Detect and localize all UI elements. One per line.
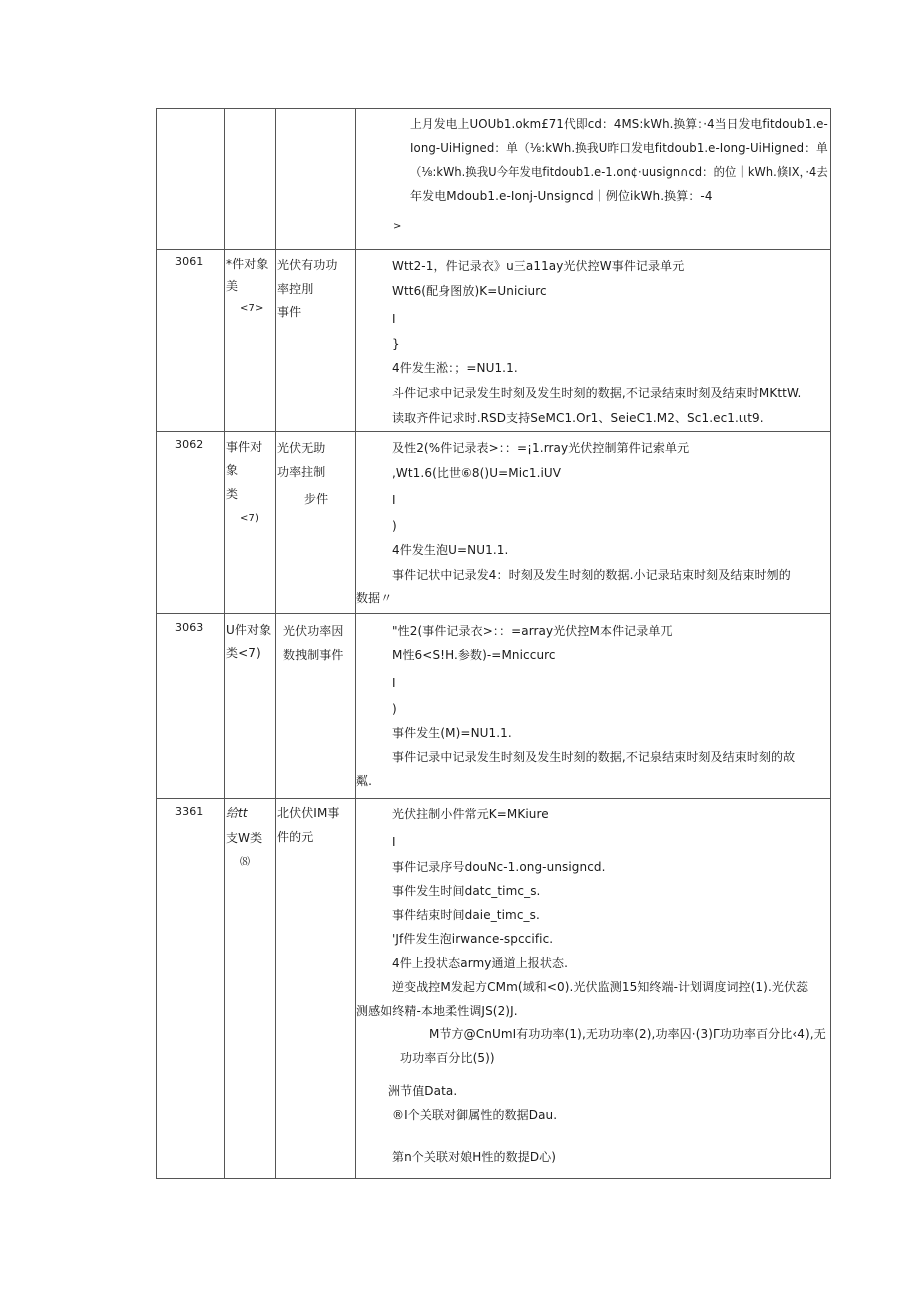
desc-line: 功功率百分比(5)) bbox=[400, 1051, 495, 1065]
column-divider bbox=[830, 108, 831, 1179]
desc-line: 测感如终精-本地柔性调JS(2)J. bbox=[356, 1004, 518, 1018]
desc-line: （⅛:kWh.换我U今年发电fitdoub1.e-1.on¢·uusign∩cd：的位｜kWh.倏IX，·4去 bbox=[410, 165, 828, 179]
desc-line: 'Jf件发生泡irwance-spccific. bbox=[392, 932, 554, 946]
desc-line: M节方@CnUmI有功功率(1),无功功率(2),功率囚·(3)Γ功功率百分比‹4),无 bbox=[429, 1027, 826, 1041]
oi-code: 3061 bbox=[175, 255, 204, 268]
class-label: 类 bbox=[226, 487, 239, 501]
object-name: 光伏无助 bbox=[277, 441, 326, 455]
class-label: <7) bbox=[240, 513, 259, 524]
class-label: ⑻ bbox=[240, 857, 251, 868]
column-divider bbox=[156, 108, 157, 1179]
desc-line: 上月发电上UOUb1.okm£71代即cd：4MS:kWh.换算：·4当日发电fitdoub1.e- bbox=[410, 117, 828, 131]
object-name: 光伏功率因 bbox=[283, 624, 344, 638]
desc-line: ) bbox=[392, 702, 397, 716]
desc-line: 事件记录序号douNc-1.ong-unsigncd. bbox=[392, 860, 606, 874]
desc-line: 事件发生(M)=NU1.1. bbox=[392, 726, 512, 740]
class-label: 支W类 bbox=[226, 831, 263, 845]
desc-line: M性6<S!H.参数)-=Mniccurc bbox=[392, 648, 556, 662]
row-divider bbox=[156, 249, 831, 250]
row-divider bbox=[156, 613, 831, 614]
desc-line: I bbox=[392, 835, 396, 849]
desc-line: 逆变战控M发起方CMm(域和<0).光伏监测15知终端-计划调度词控(1).光伏蕊 bbox=[392, 980, 809, 994]
desc-line: 第n个关联对娘H性的数提D心) bbox=[392, 1150, 557, 1164]
desc-line: I bbox=[392, 312, 396, 326]
desc-line: 事件发生时间datc_timc_s. bbox=[392, 884, 541, 898]
desc-line: 洲节值Data. bbox=[388, 1084, 458, 1098]
desc-line: ®I个关联对御属性的数据Dau. bbox=[392, 1108, 558, 1122]
oi-code: 3063 bbox=[175, 621, 204, 634]
desc-line: 4件发生泡U=NU1.1. bbox=[392, 543, 509, 557]
oi-code: 3062 bbox=[175, 438, 204, 451]
object-name: 数拽制事件 bbox=[283, 648, 344, 662]
object-name: 功率拄制 bbox=[277, 465, 326, 479]
class-label: U件对象 bbox=[226, 623, 272, 637]
desc-line: 事件记录中记录发生时刻及发生时刻的数据,不记泉结束时刻及结束时刻的故 bbox=[392, 750, 796, 764]
desc-line: 4件上投状态army通道上报状态. bbox=[392, 956, 569, 970]
class-label: 象 bbox=[226, 463, 239, 477]
object-name: 光伏有功功 bbox=[277, 258, 338, 272]
desc-line: 粼. bbox=[356, 774, 373, 788]
class-label: <7> bbox=[240, 303, 264, 314]
column-divider bbox=[224, 108, 225, 1179]
desc-line: 4件发生淞：；=NU1.1. bbox=[392, 361, 518, 375]
desc-line: I bbox=[392, 676, 396, 690]
class-label: 给tt bbox=[226, 806, 248, 820]
desc-line: 数据〃 bbox=[356, 591, 393, 605]
desc-line: 读取齐件记求时.RSD支持SeMC1.Or1、SeieC1.M2、Sc1.ec1.ιιt9. bbox=[392, 411, 764, 425]
desc-line: } bbox=[392, 337, 400, 351]
desc-line: > bbox=[393, 221, 402, 232]
table-border-top bbox=[156, 108, 831, 109]
desc-line: 光伏拄制小件常元K=MKiure bbox=[392, 807, 549, 821]
desc-line: 年发电Mdoub1.e-Ionj-Unsigncd｜例位ikWh.换算：-4 bbox=[410, 189, 713, 203]
desc-line: ,Wt1.6(比世⑥8()U=Mic1.iUV bbox=[392, 466, 562, 480]
desc-line: 事件结束时间daie_timc_s. bbox=[392, 908, 540, 922]
row-divider bbox=[156, 798, 831, 799]
object-name: 北伏伏IM事 bbox=[277, 806, 340, 820]
class-label: 事件对 bbox=[226, 440, 263, 454]
table-border-bottom bbox=[156, 1178, 831, 1179]
class-label: 类<7) bbox=[226, 646, 261, 660]
desc-line: Wtt6(配身图放)K=Uniciurc bbox=[392, 284, 547, 298]
object-name: 件的元 bbox=[277, 830, 314, 844]
desc-line: Iong-UiHigned：单（⅛:kWh.换我U昨口发电fitdoub1.e-Iong-UiHigned：单 bbox=[410, 141, 828, 155]
oi-code: 3361 bbox=[175, 805, 204, 818]
column-divider bbox=[275, 108, 276, 1179]
desc-line: 事件记状中记录发4：时刻及发生时刻的数据.小记录玷束时刻及结束时刎的 bbox=[392, 568, 791, 582]
desc-line: I bbox=[392, 493, 396, 507]
class-label: 美 bbox=[226, 279, 239, 293]
desc-line: ) bbox=[392, 519, 397, 533]
desc-line: 及性2(%件记录表>：：=¡1.rray光伏控制第件记索单元 bbox=[392, 441, 690, 455]
object-name: 事件 bbox=[277, 305, 302, 319]
desc-line: "性2(事件记录衣>：：=array光伏控M本件记录单兀 bbox=[392, 624, 673, 638]
class-label: *件对象 bbox=[226, 257, 269, 271]
desc-line: 斗件记求中记录发生时刻及发生时刻的数据,不记录结束时刻及结束时MKttW. bbox=[392, 386, 802, 400]
row-divider bbox=[156, 431, 831, 432]
object-name: 步件 bbox=[304, 492, 329, 506]
desc-line: Wtt2-1，件记录衣》u三a11ay光伏控W事件记录单元 bbox=[392, 259, 685, 273]
object-name: 率控刖 bbox=[277, 282, 314, 296]
